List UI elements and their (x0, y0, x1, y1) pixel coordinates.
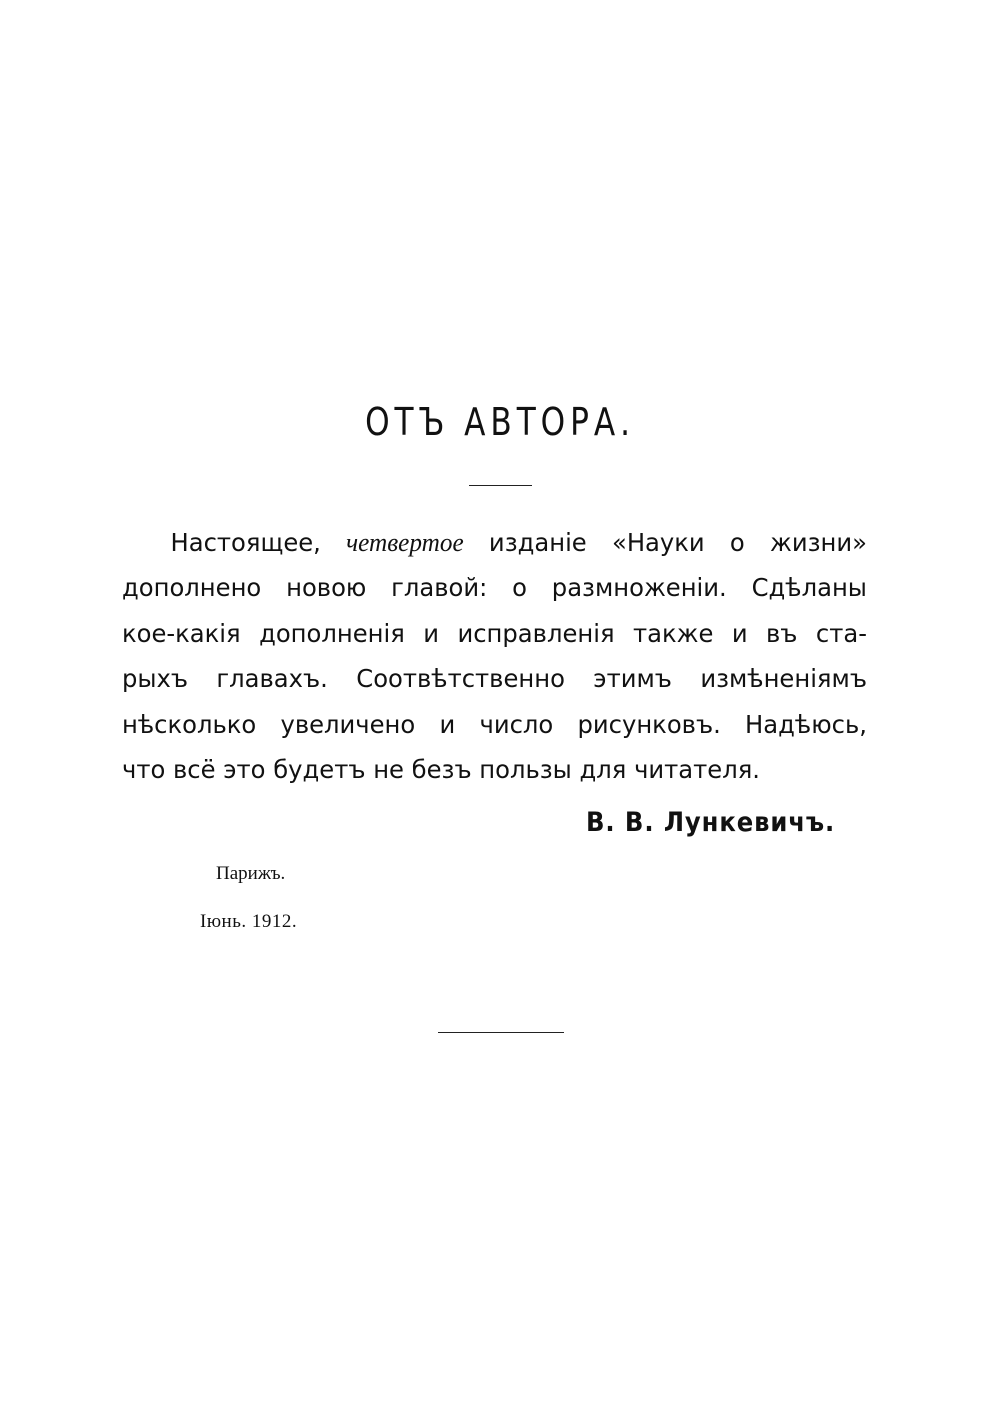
paragraph-line-5: нѣсколько увеличено и число рисунковъ. Надѣюсь, (122, 709, 867, 739)
author-signature: В. В. Лункевичъ. (586, 807, 836, 838)
paragraph-line-1 (122, 520, 867, 565)
paragraph-line-4: рыхъ главахъ. Соотвѣтственно этимъ измѣненіямъ (122, 664, 867, 694)
paragraph-line-3: кое-какія дополненія и исправленія также и въ ста- (122, 618, 867, 648)
paragraph-line-6: что всё это будетъ не безъ пользы для читателя. (122, 755, 761, 785)
page-heading: ОТЪ АВТОРА. (365, 400, 635, 444)
date-line: Іюнь. 1912. (200, 911, 298, 932)
line-1-before: Настоящее, (170, 528, 347, 557)
paragraph-line-2: дополнено новою главой: о размноженіи. Сдѣланы (122, 573, 867, 603)
closing-divider (438, 1032, 564, 1033)
preface-paragraph (122, 520, 867, 792)
heading-divider (469, 485, 532, 486)
line-1-after: изданіе «Науки о жизни» (463, 528, 867, 557)
place-line: Парижъ. (216, 863, 286, 884)
italic-word: четвертое (346, 528, 464, 557)
